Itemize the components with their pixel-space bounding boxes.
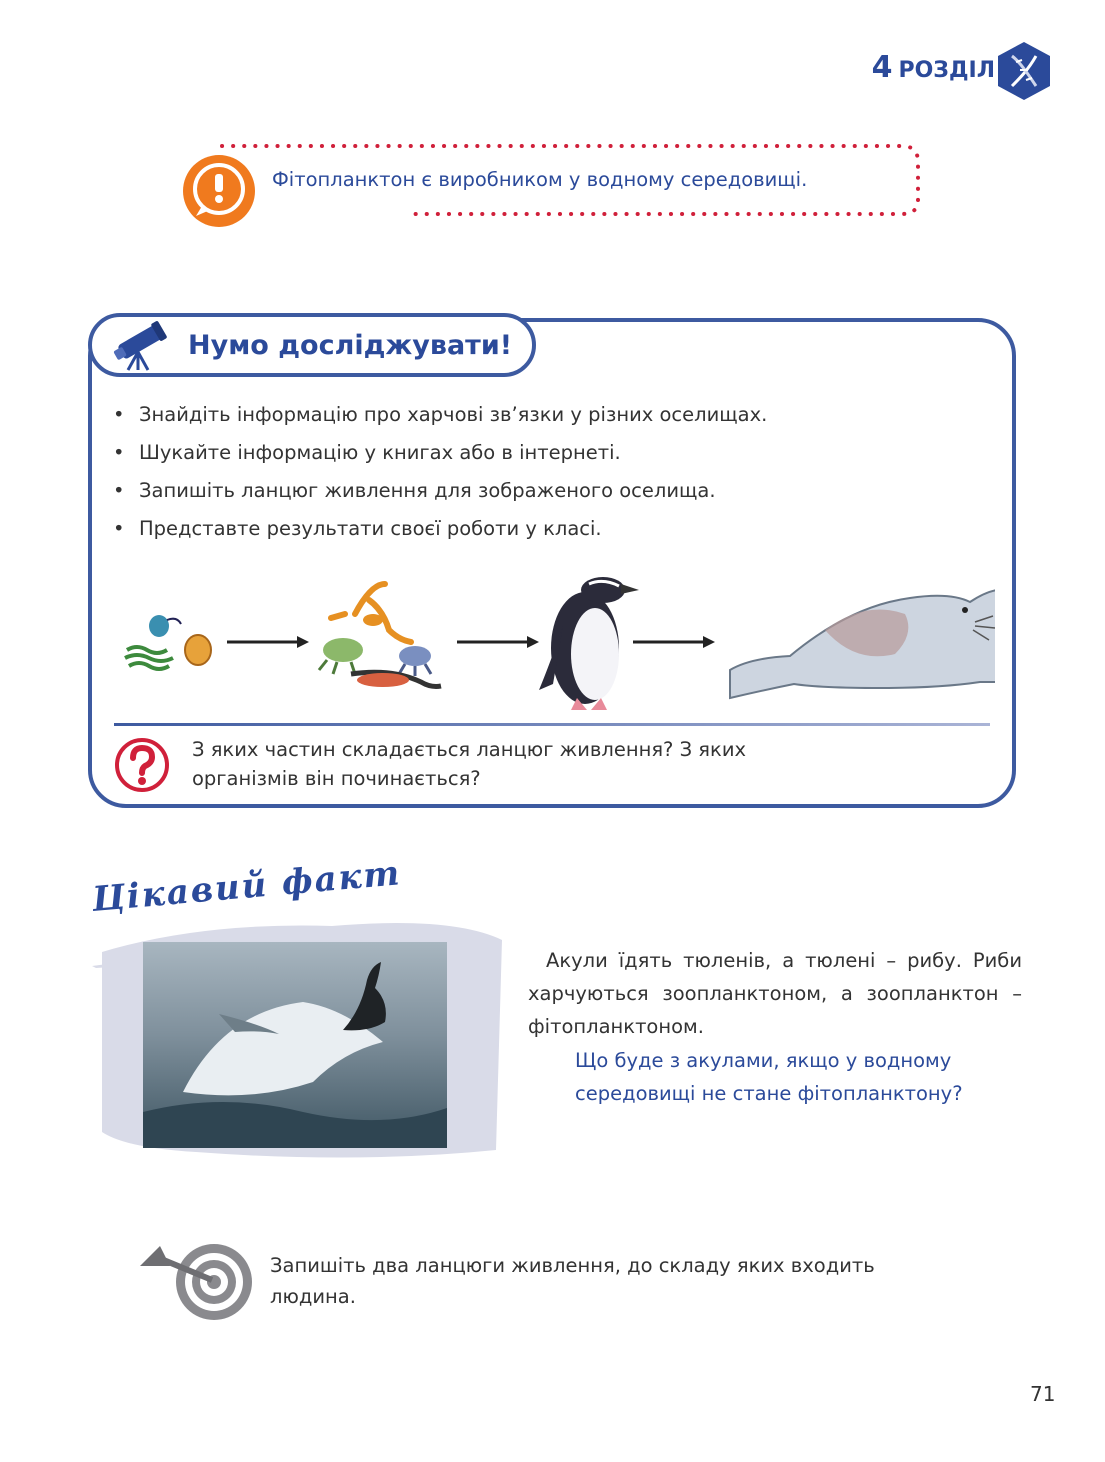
target-icon <box>140 1236 256 1322</box>
research-bullet: • Шукайте інформацію у книгах або в інтернеті. <box>110 438 767 476</box>
chapter-number: 4 <box>871 50 893 85</box>
dna-icon <box>996 40 1052 102</box>
research-divider <box>114 723 990 726</box>
fact-paragraph: Акули їдять тюленів, а тюлені – рибу. Риби харчуються зоопланктоном, а зоопланктон – фітопланктоном. <box>528 949 1022 1038</box>
research-bullet: • Запишіть ланцюг живлення для зображеного оселища. <box>110 476 767 514</box>
research-bullet: • Представте результати своєї роботи у класі. <box>110 514 767 552</box>
chapter-label <box>872 50 995 85</box>
fact-title: Цікавий факт <box>90 853 403 920</box>
phytoplankton-illustration <box>125 615 211 669</box>
shark-seal-photo <box>143 942 447 1148</box>
chapter-word: РОЗДІЛ <box>898 58 995 83</box>
question-mark-icon <box>114 737 170 793</box>
task-text: Запишіть два ланцюги живлення, до складу яких входить людина. <box>270 1254 875 1308</box>
arrow-2 <box>457 636 539 648</box>
telescope-icon <box>108 318 172 372</box>
food-chain-illustration <box>115 570 995 720</box>
fact-text <box>528 944 1022 1043</box>
page-number: 71 <box>1030 1382 1056 1406</box>
research-question: З яких частин складається ланцюг живлення? З яких організмів він починається? <box>192 738 747 790</box>
research-title: Нумо досліджувати! <box>188 330 513 361</box>
arrow-1 <box>227 636 309 648</box>
research-bullet: • Знайдіть інформацію про харчові зв’язки у різних оселищах. <box>110 400 767 438</box>
note-text: Фітопланктон є виробником у водному середовищі. <box>272 168 808 191</box>
seal-illustration <box>730 590 995 699</box>
penguin-illustration <box>539 577 639 710</box>
arrow-3 <box>633 636 715 648</box>
zooplankton-illustration <box>319 584 441 687</box>
exclamation-icon <box>182 154 256 228</box>
research-bullet-list <box>110 400 767 552</box>
fact-question: Що буде з акулами, якщо у водному середовищі не стане фітопланктону? <box>575 1049 963 1105</box>
